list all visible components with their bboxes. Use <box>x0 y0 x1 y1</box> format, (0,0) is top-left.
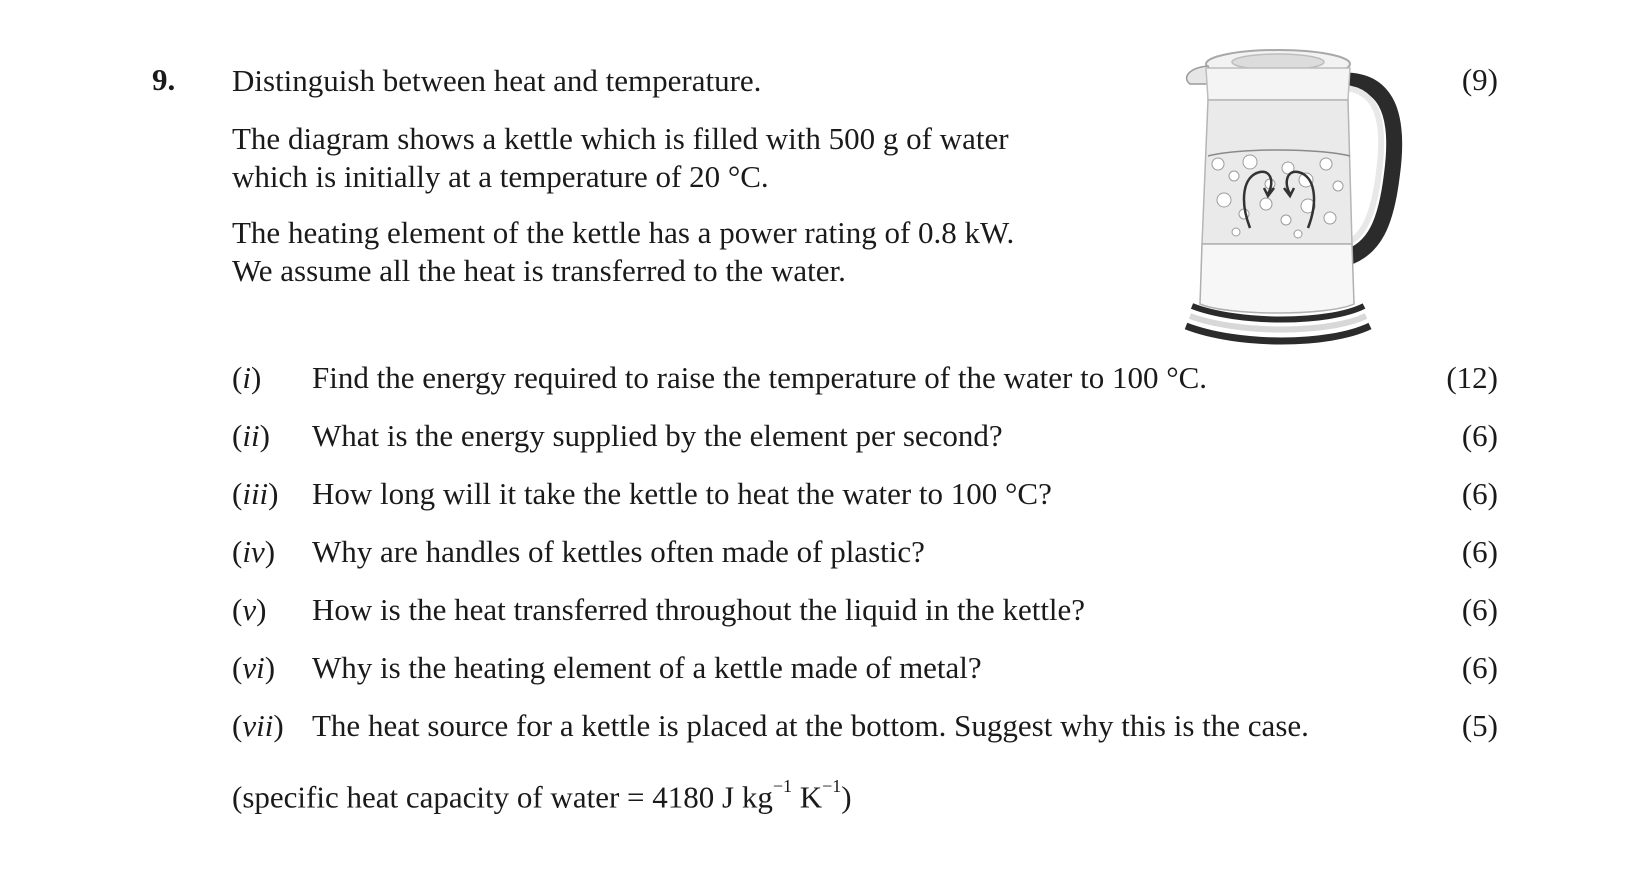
part-marks: (6) <box>1461 592 1498 627</box>
part-label: (ii) <box>232 418 270 453</box>
part-marks: (6) <box>1461 534 1498 569</box>
part-label: (vii) <box>232 708 284 743</box>
part-text: How long will it take the kettle to heat the water to 100 °C? <box>312 476 1052 511</box>
part-v <box>232 590 1498 648</box>
kettle-description-line-2: which is initially at a temperature of 20 °C. <box>232 159 769 194</box>
part-label: (iii) <box>232 476 279 511</box>
part-label: (v) <box>232 592 267 627</box>
part-text: Why are handles of kettles often made of plastic? <box>312 534 925 569</box>
part-text: Why is the heating element of a kettle made of metal? <box>312 650 982 685</box>
note-mid: K <box>791 779 823 815</box>
part-marks: (6) <box>1461 476 1498 511</box>
part-label: (vi) <box>232 650 276 685</box>
heating-element-line-2: We assume all the heat is transferred to the water. <box>232 253 846 288</box>
question-intro: Distinguish between heat and temperature. <box>232 63 762 98</box>
part-marks: (6) <box>1461 418 1498 453</box>
part-marks: (6) <box>1461 650 1498 685</box>
heating-element-line-1: The heating element of the kettle has a power rating of 0.8 kW. <box>232 215 1015 250</box>
kettle-description-line-1: The diagram shows a kettle which is filled with 500 g of water <box>232 121 1009 156</box>
part-text: How is the heat transferred throughout the liquid in the kettle? <box>312 592 1086 627</box>
question-number: 9. <box>152 62 176 97</box>
part-vii <box>232 706 1498 764</box>
note-prefix: (specific heat capacity of water = 4180 J kg <box>232 779 773 815</box>
intro-marks: (9) <box>1461 62 1498 97</box>
part-i <box>232 358 1498 416</box>
specific-heat-note <box>232 770 852 817</box>
part-text: The heat source for a kettle is placed at the bottom. Suggest why this is the case. <box>312 708 1309 743</box>
note-exponent-1: −1 <box>772 776 792 796</box>
part-vi <box>232 648 1498 706</box>
part-iv <box>232 532 1498 590</box>
part-marks: (5) <box>1461 708 1498 743</box>
heating-element-description <box>232 214 1014 290</box>
part-ii <box>232 416 1498 474</box>
note-suffix: ) <box>841 779 852 815</box>
part-marks: (12) <box>1446 360 1498 395</box>
kettle-description <box>232 120 1009 196</box>
kettle-icon <box>1178 44 1408 350</box>
part-iii <box>232 474 1498 532</box>
part-label: (i) <box>232 360 262 395</box>
note-exponent-2: −1 <box>822 776 842 796</box>
question-parts <box>232 358 1498 764</box>
part-text: Find the energy required to raise the temperature of the water to 100 °C. <box>312 360 1208 395</box>
part-label: (iv) <box>232 534 276 569</box>
part-text: What is the energy supplied by the element per second? <box>312 418 1003 453</box>
